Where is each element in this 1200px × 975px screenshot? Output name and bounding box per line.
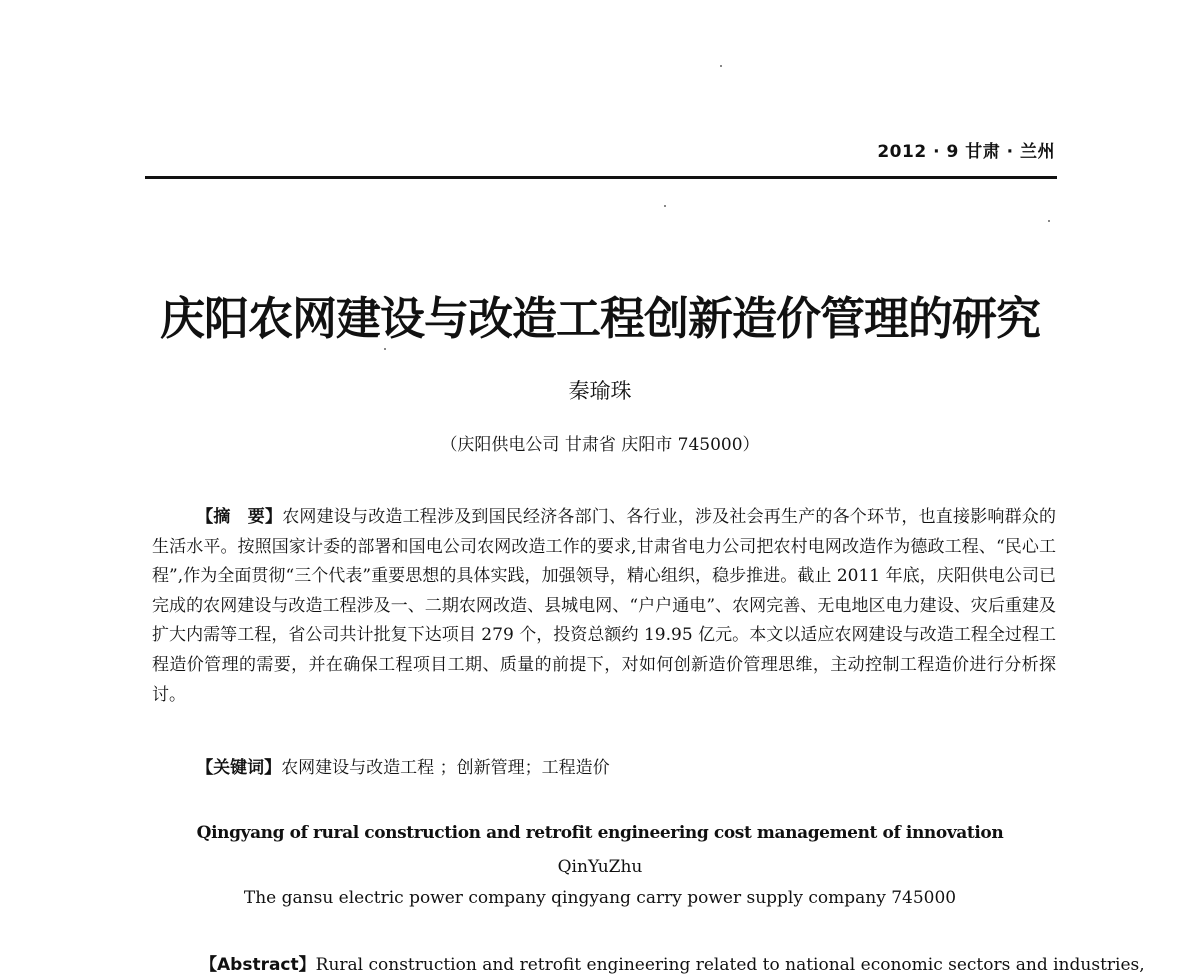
english-author: QinYuZhu xyxy=(557,857,643,877)
abstract-paragraph xyxy=(152,503,1056,710)
keywords-label: 【关键词】 xyxy=(196,758,282,778)
author-affiliation: （庆阳供电公司 甘肃省 庆阳市 745000） xyxy=(440,435,760,455)
english-affiliation: The gansu electric power company qingyang carry power supply company 745000 xyxy=(243,888,957,908)
english-abstract xyxy=(200,950,1145,975)
abstract-label: 【摘 要】 xyxy=(196,507,283,527)
english-abstract-text: Rural construction and retrofit engineering related to national economic sectors and industries, xyxy=(315,955,1145,975)
header-rule xyxy=(145,176,1057,179)
english-abstract-label: 【Abstract】 xyxy=(200,955,316,975)
author-name: 秦瑜珠 xyxy=(568,379,632,403)
article-title: 庆阳农网建设与改造工程创新造价管理的研究 xyxy=(159,292,1040,345)
english-title: Qingyang of rural construction and retrofit engineering cost management of innovation xyxy=(196,823,1004,843)
keywords-paragraph xyxy=(152,754,1056,783)
running-header xyxy=(145,137,1057,179)
keywords-text: 农网建设与改造工程 ；创新管理；工程造价 xyxy=(281,758,610,778)
abstract-text: 农网建设与改造工程涉及到国民经济各部门、各行业，涉及社会再生产的各个环节，也直接影响群众的生活水平。按照国家计委的部署和国电公司农网改造工作的要求,甘肃省电力公司把农村电网改造作为德政工程、“民心工程”,作为全面贯彻“三个代表”重要思想的具体实践，加强领导，精心组织，稳步推进。截止 2011 年底，庆阳供电公司已完成的农网建设与改造工程涉及一、二期农网改造、县城电网、“户户通电”、农网完善、无电地区电力建设、灾后重建及扩大内需等工程，省公司共计批复下达项目 279 个，投资总额约 19.95 亿元。本文以适应农网建设与改造工程全过程工程造价管理的需要，并在确保工程项目工期、质量的前提下，对如何创新造价管理思维，主动控制工程造价进行分析探讨。 xyxy=(152,507,1057,705)
scan-speck xyxy=(1048,220,1050,222)
scan-speck xyxy=(664,205,666,207)
scan-speck xyxy=(720,65,722,67)
scan-speck xyxy=(384,348,386,350)
issue-info: 2012 · 9 甘肃 · 兰州 xyxy=(877,142,1055,162)
